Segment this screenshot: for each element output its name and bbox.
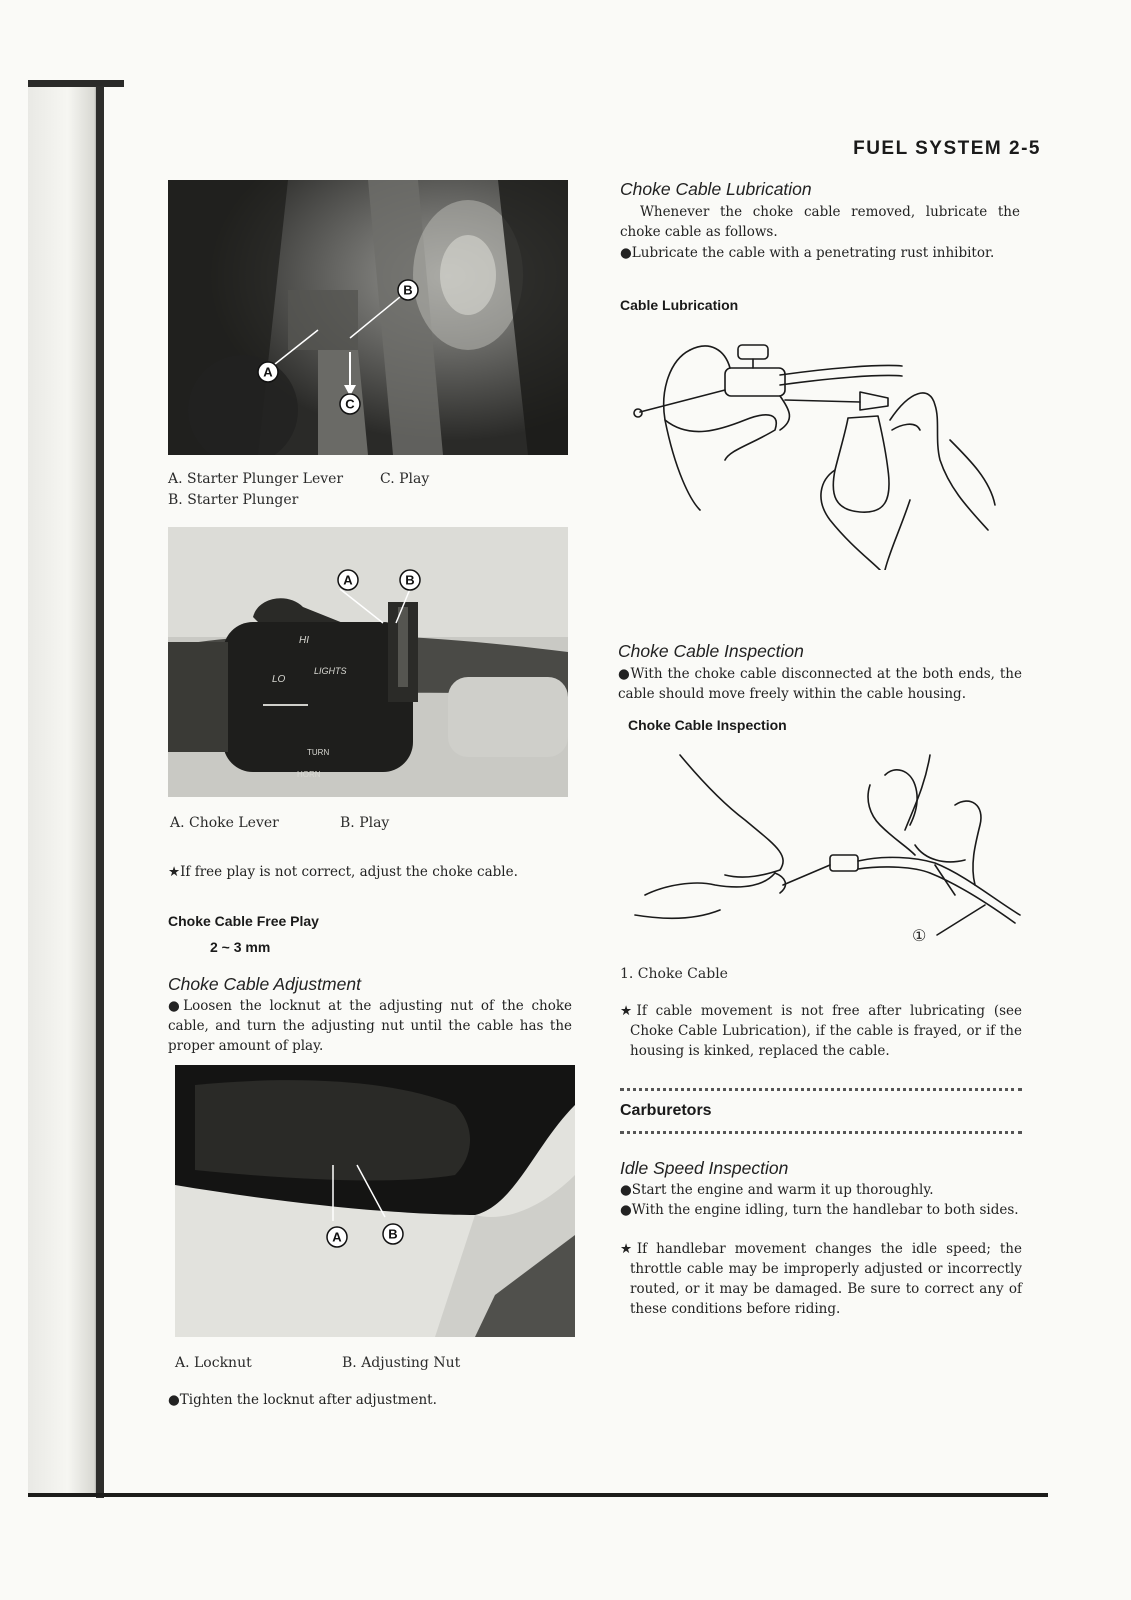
starter-plunger-photo bbox=[168, 180, 568, 455]
section-title-carburetors: Carburetors bbox=[620, 1102, 712, 1119]
cable-lubrication-drawing bbox=[630, 330, 1020, 570]
free-play-label: Choke Cable Free Play bbox=[168, 913, 319, 929]
callout-a-label: A bbox=[263, 364, 273, 380]
callout-b-play bbox=[398, 568, 422, 597]
caption-starter-plunger: B. Starter Plunger bbox=[168, 492, 299, 508]
section-divider-top bbox=[620, 1088, 1022, 1091]
caption-play: C. Play bbox=[380, 471, 430, 487]
switch-label-lo: LO bbox=[272, 674, 286, 685]
callout-a-locknut bbox=[325, 1225, 349, 1254]
caption-adjusting-nut: B. Adjusting Nut bbox=[342, 1355, 461, 1371]
idle-bullet-1: ●Start the engine and warm it up thoroughly. bbox=[620, 1182, 934, 1198]
callout-a-choke-lever bbox=[336, 568, 360, 597]
free-play-note: ★If free play is not correct, adjust the choke cable. bbox=[168, 864, 518, 880]
lubrication-heading: Choke Cable Lubrication bbox=[620, 179, 812, 199]
lubrication-bullet: ●Lubricate the cable with a penetrating rust inhibitor. bbox=[620, 245, 995, 261]
idle-bullet-2: ●With the engine idling, turn the handlebar to both sides. bbox=[620, 1202, 1019, 1218]
tighten-text: ●Tighten the locknut after adjustment. bbox=[168, 1392, 437, 1408]
inspection-note: ★If cable movement is not free after lubricating (see Choke Cable Lubrication), if the cable is frayed, or if the housing is kinked, replaced the cable. bbox=[620, 1003, 1022, 1059]
page-top-edge bbox=[28, 80, 124, 87]
switch-label-turn: TURN bbox=[307, 748, 330, 757]
callout-b-starter-plunger bbox=[396, 278, 420, 307]
locknut-photo bbox=[175, 1065, 575, 1337]
inspection-figure-label: Choke Cable Inspection bbox=[628, 717, 787, 733]
cable-lubrication-label: Cable Lubrication bbox=[620, 297, 739, 313]
lubrication-text: Whenever the choke cable removed, lubricate the choke cable as follows. bbox=[620, 204, 1020, 240]
cable-inspection-drawing bbox=[625, 745, 1025, 945]
caption-locknut: A. Locknut bbox=[175, 1355, 252, 1371]
page-bottom-edge bbox=[28, 1493, 1048, 1497]
inspection-text: ●With the choke cable disconnected at the both ends, the cable should move freely within the cable housing. bbox=[618, 666, 1022, 702]
free-play-value: 2 ~ 3 mm bbox=[210, 939, 271, 955]
callout-c-play bbox=[338, 392, 362, 421]
callout-b-label: B bbox=[405, 572, 415, 588]
switch-label-horn: HORN bbox=[297, 770, 321, 779]
caption-play-2: B. Play bbox=[340, 815, 390, 831]
switch-label-lights: LIGHTS bbox=[314, 666, 347, 676]
section-divider-bottom bbox=[620, 1131, 1022, 1134]
callout-b-label: B bbox=[403, 282, 413, 298]
caption-choke-lever: A. Choke Lever bbox=[170, 815, 279, 831]
callout-1-choke-cable: ① bbox=[912, 926, 927, 945]
caption-starter-plunger-lever: A. Starter Plunger Lever bbox=[168, 471, 344, 487]
callout-b-adjusting-nut bbox=[381, 1222, 405, 1251]
callout-a-label: A bbox=[343, 572, 353, 588]
adjustment-heading: Choke Cable Adjustment bbox=[168, 974, 361, 994]
book-spine-shadow bbox=[28, 82, 100, 1494]
page-header: FUEL SYSTEM 2-5 bbox=[853, 138, 1041, 159]
callout-a-label: A bbox=[332, 1229, 342, 1245]
inspection-heading: Choke Cable Inspection bbox=[618, 641, 804, 661]
choke-lever-photo bbox=[168, 527, 568, 797]
adjustment-text: ●Loosen the locknut at the adjusting nut of the choke cable, and turn the adjusting nut until the cable has the proper amount of play. bbox=[168, 998, 572, 1054]
caption-choke-cable: 1. Choke Cable bbox=[620, 966, 728, 982]
page-binding-edge bbox=[96, 86, 104, 1498]
idle-note: ★If handlebar movement changes the idle speed; the throttle cable may be improperly adjusted or incorrectly routed, or it may be damaged. Be sure to correct any of these conditions before riding. bbox=[620, 1241, 1022, 1317]
callout-b-label: B bbox=[388, 1226, 398, 1242]
callout-c-label: C bbox=[345, 396, 355, 412]
callout-a-starter-plunger-lever bbox=[256, 360, 280, 389]
idle-speed-heading: Idle Speed Inspection bbox=[620, 1158, 789, 1178]
switch-label-hi: HI bbox=[299, 635, 309, 646]
